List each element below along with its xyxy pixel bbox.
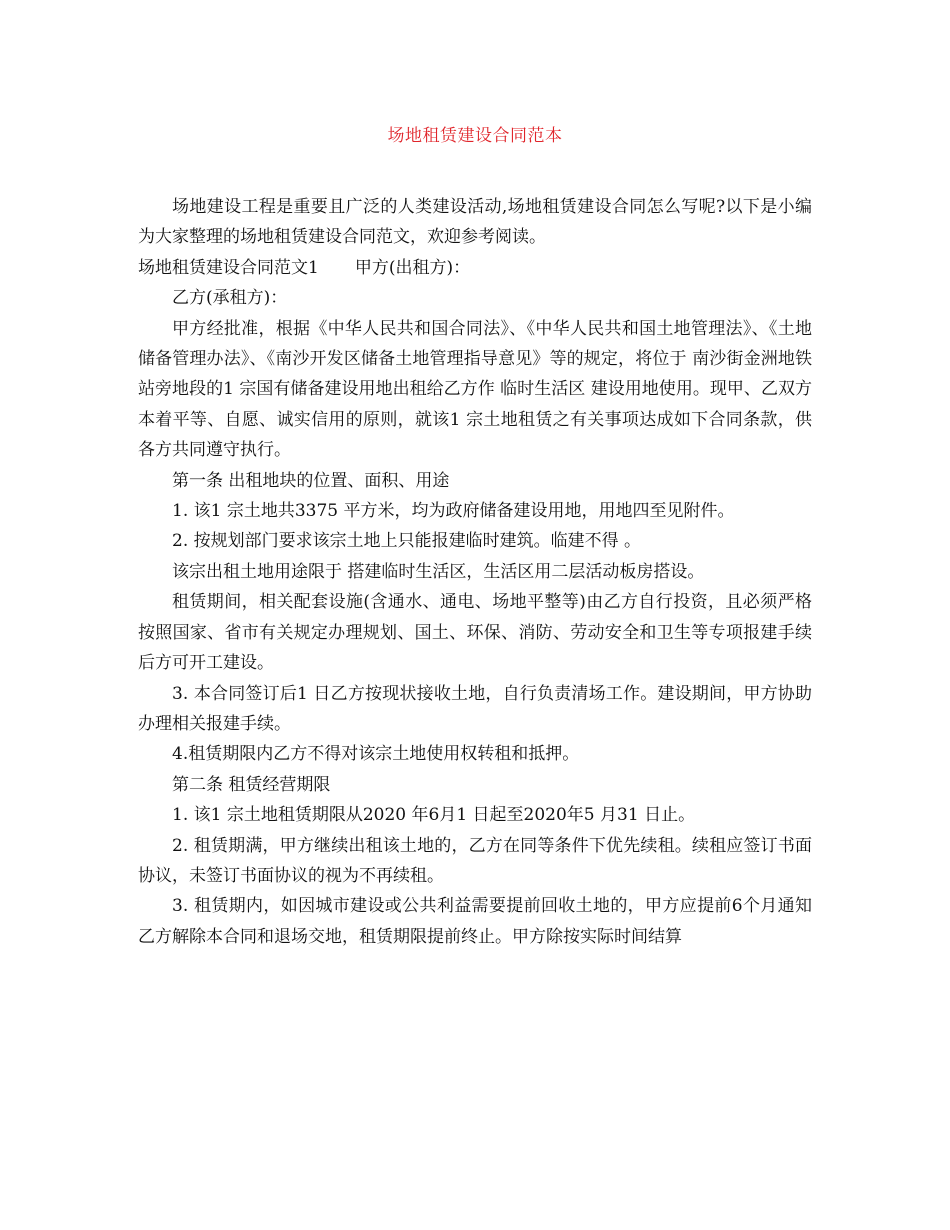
article-1-item-2: 2. 按规划部门要求该宗土地上只能报建临时建筑。临建不得 。 <box>172 531 642 552</box>
preamble-paragraph: 甲方经批准，根据《中华人民共和国合同法》、《中华人民共和国土地管理法》、《土地储备管理办法》、《南沙开发区储备土地管理指导意见》等的规定，将位于 南沙街金洲地铁站旁地段的1 宗国有储备建设用地出租给乙方作 临时生活区 建设用地使用。现甲、乙双方本着平等、自愿、诚实信用的原则，就该1 宗土地租赁之有关事项达成如下合同条款，供各方共同遵守执行。 <box>138 318 812 461</box>
article-1-item-3: 3. 本合同签订后1 日乙方按现状接收土地，自行负责清场工作。建设期间，甲方协助办理相关报建手续。 <box>138 683 812 734</box>
sample-heading: 场地租赁建设合同范文1 <box>138 257 319 278</box>
article-1-title: 第一条 出租地块的位置、面积、用途 <box>172 470 450 491</box>
intro-paragraph: 场地建设工程是重要且广泛的人类建设活动,场地租赁建设合同怎么写呢?以下是小编为大家整理的场地租赁建设合同范文，欢迎参考阅读。 <box>138 197 812 248</box>
article-1-usage: 该宗出租土地用途限于 搭建临时生活区，生活区用二层活动板房搭设。 <box>172 561 705 582</box>
article-1-lease-period: 租赁期间，相关配套设施(含通水、通电、场地平整等)由乙方自行投资，且必须严格按照国家、省市有关规定办理规划、国土、环保、消防、劳动安全和卫生等专项报建手续后方可开工建设。 <box>138 592 812 674</box>
article-2-item-3: 3. 租赁期内，如因城市建设或公共利益需要提前回收土地的，甲方应提前6个月通知乙方解除本合同和退场交地，租赁期限提前终止。甲方除按实际时间结算 <box>138 896 812 947</box>
article-2-title: 第二条 租赁经营期限 <box>172 774 331 795</box>
sample-heading-line <box>138 253 812 283</box>
document-body <box>138 192 812 952</box>
party-a-label: 甲方(出租方)： <box>354 257 471 278</box>
article-2-item-1: 1. 该1 宗土地租赁期限从2020 年6月1 日起至2020年5 月31 日止。 <box>172 805 696 826</box>
party-b-label: 乙方(承租方)： <box>172 288 288 309</box>
document-title: 场地租赁建设合同范本 <box>387 126 563 146</box>
article-2-item-2: 2. 租赁期满，甲方继续出租该土地的，乙方在同等条件下优先续租。续租应签订书面协议，未签订书面协议的视为不再续租。 <box>138 835 812 886</box>
article-1-item-4: 4.租赁期限内乙方不得对该宗土地使用权转租和抵押。 <box>172 744 580 765</box>
article-1-item-1: 1. 该1 宗土地共3375 平方米，均为政府储备建设用地，用地四至见附件。 <box>172 501 735 522</box>
